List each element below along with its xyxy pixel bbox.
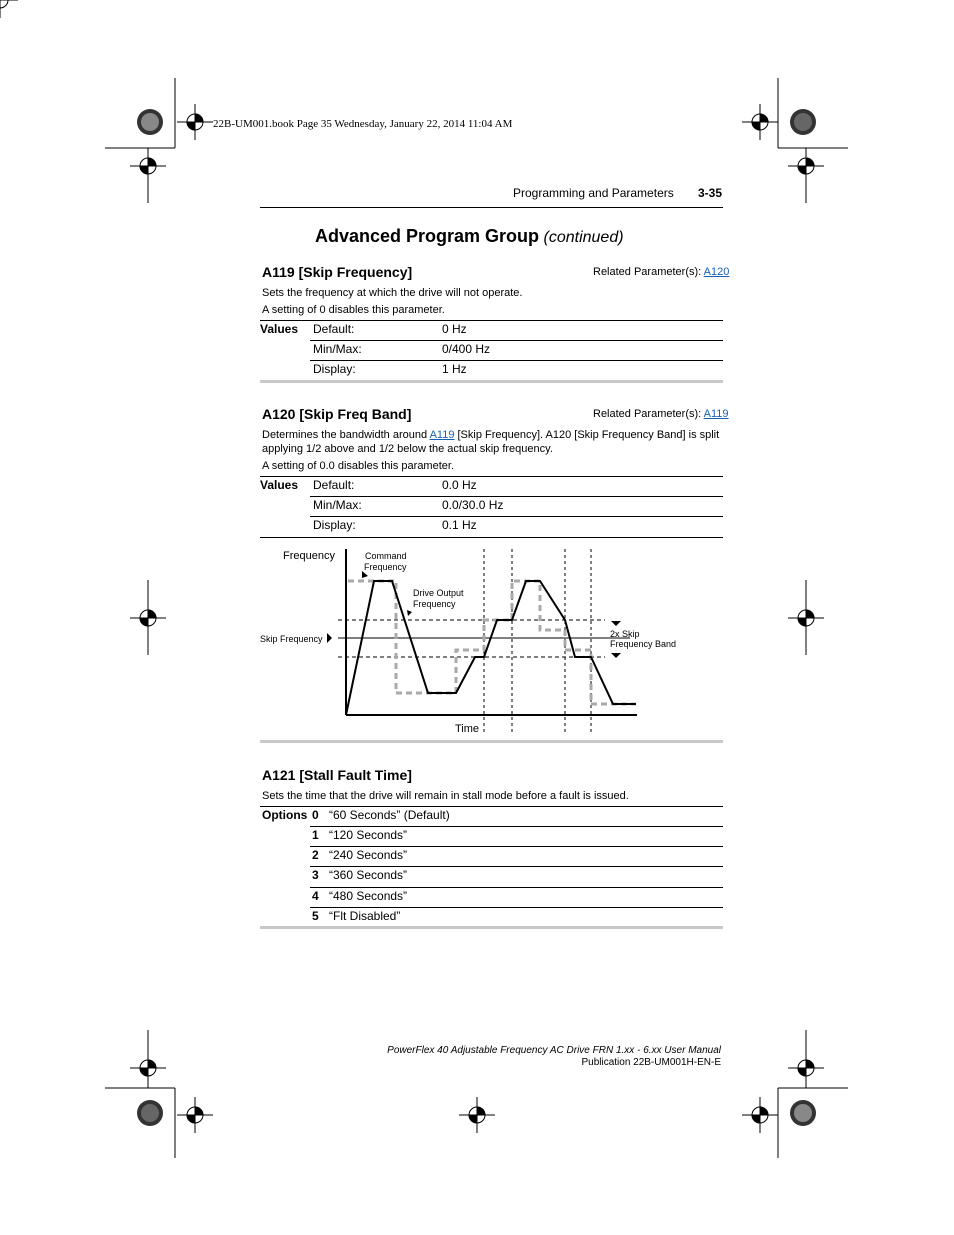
a120-description-2: A setting of 0.0 disables this parameter. bbox=[262, 460, 455, 472]
a119-description: Sets the frequency at which the drive will not operate. bbox=[262, 287, 523, 299]
a120-related-link[interactable]: A119 bbox=[703, 408, 729, 420]
a120-display-key: Display: bbox=[313, 518, 356, 532]
diagram-command-label-2: Frequency bbox=[364, 562, 407, 572]
a119-related-link[interactable]: A120 bbox=[703, 266, 730, 278]
a121-heading: A121 [Stall Fault Time] bbox=[262, 767, 412, 783]
a120-description-line2: applying 1/2 above and 1/2 below the actual skip frequency. bbox=[262, 443, 553, 455]
a121-option-row bbox=[260, 846, 723, 866]
page-number: 3-35 bbox=[698, 186, 723, 200]
diagram-skip-label: Skip Frequency bbox=[260, 634, 323, 644]
command-arrow-icon bbox=[362, 571, 368, 578]
book-info: 22B-UM001.book Page 35 Wednesday, January 22, 2014 11:04 AM bbox=[213, 118, 513, 130]
option-text: “480 Seconds” bbox=[329, 889, 408, 903]
option-number: 4 bbox=[312, 889, 319, 903]
a120-values-label: Values bbox=[260, 478, 299, 492]
diagram-axes bbox=[346, 549, 637, 715]
option-number: 0 bbox=[312, 808, 319, 822]
page-title-suffix: (continued) bbox=[543, 229, 624, 246]
output-arrow-icon bbox=[407, 610, 412, 616]
section-rule bbox=[260, 926, 723, 929]
diagram-output-label-1: Drive Output bbox=[413, 588, 464, 598]
diagram-x-label: Time bbox=[455, 723, 480, 735]
a119-related-label: Related Parameter(s): bbox=[593, 266, 702, 278]
diagram-time-markers bbox=[484, 549, 591, 735]
option-text: “Flt Disabled” bbox=[329, 909, 401, 923]
a119-description-2: A setting of 0 disables this parameter. bbox=[262, 304, 445, 316]
command-frequency-curve bbox=[348, 581, 636, 704]
diagram-y-label: Frequency bbox=[283, 550, 335, 562]
a121-option-row bbox=[260, 826, 723, 846]
a120-default-value: 0.0 Hz bbox=[442, 478, 477, 492]
diagram-band-label-1: 2x Skip bbox=[610, 629, 640, 639]
a121-description: Sets the time that the drive will remain in stall mode before a fault is issued. bbox=[262, 790, 629, 802]
band-arrow-down-icon bbox=[611, 653, 621, 658]
a121-option-row bbox=[260, 907, 723, 927]
a119-default-key: Default: bbox=[313, 322, 355, 336]
skip-arrow-icon bbox=[327, 633, 332, 643]
a121-options-label: Options bbox=[262, 808, 308, 822]
option-number: 3 bbox=[312, 868, 319, 882]
option-text: “240 Seconds” bbox=[329, 848, 408, 862]
a120-minmax-key: Min/Max: bbox=[313, 498, 362, 512]
a120-desc-post: [Skip Frequency]. A120 [Skip Frequency Band] is split bbox=[454, 429, 720, 441]
a120-desc-pre: Determines the bandwidth around bbox=[262, 429, 430, 441]
section-rule bbox=[260, 740, 723, 743]
a121-option-row bbox=[260, 887, 723, 907]
a121-option-row bbox=[260, 866, 723, 886]
a119-minmax-value: 0/400 Hz bbox=[442, 342, 491, 356]
option-text: “360 Seconds” bbox=[329, 868, 408, 882]
a119-minmax-key: Min/Max: bbox=[313, 342, 362, 356]
a120-default-key: Default: bbox=[313, 478, 355, 492]
option-number: 2 bbox=[312, 848, 319, 862]
band-arrow-up-icon bbox=[611, 621, 621, 626]
option-number: 5 bbox=[312, 909, 319, 923]
a120-display-value: 0.1 Hz bbox=[442, 518, 477, 532]
a119-default-value: 0 Hz bbox=[442, 322, 467, 336]
a121-option-row bbox=[260, 806, 723, 826]
diagram-output-label-2: Frequency bbox=[413, 599, 456, 609]
a119-display-value: 1 Hz bbox=[442, 362, 467, 376]
footer-manual-title: PowerFlex 40 Adjustable Frequency AC Drive FRN 1.xx - 6.xx User Manual bbox=[387, 1045, 721, 1056]
a120-related-label: Related Parameter(s): bbox=[593, 408, 702, 420]
diagram-command-label-1: Command bbox=[365, 551, 407, 561]
running-header-section: Programming and Parameters bbox=[513, 186, 674, 200]
a119-display-key: Display: bbox=[313, 362, 356, 376]
footer-publication: Publication 22B-UM001H-EN-E bbox=[581, 1057, 721, 1068]
a119-values-label: Values bbox=[260, 322, 299, 336]
a120-heading: A120 [Skip Freq Band] bbox=[262, 406, 412, 422]
option-text: “120 Seconds” bbox=[329, 828, 408, 842]
page-title-main: Advanced Program Group bbox=[315, 226, 540, 246]
diagram-band-label-2: Frequency Band bbox=[610, 639, 677, 649]
a120-desc-link[interactable]: A119 bbox=[429, 429, 455, 441]
option-text: “60 Seconds” (Default) bbox=[329, 808, 450, 822]
option-number: 1 bbox=[312, 828, 319, 842]
a120-minmax-value: 0.0/30.0 Hz bbox=[442, 498, 504, 512]
a119-heading: A119 [Skip Frequency] bbox=[262, 264, 413, 280]
